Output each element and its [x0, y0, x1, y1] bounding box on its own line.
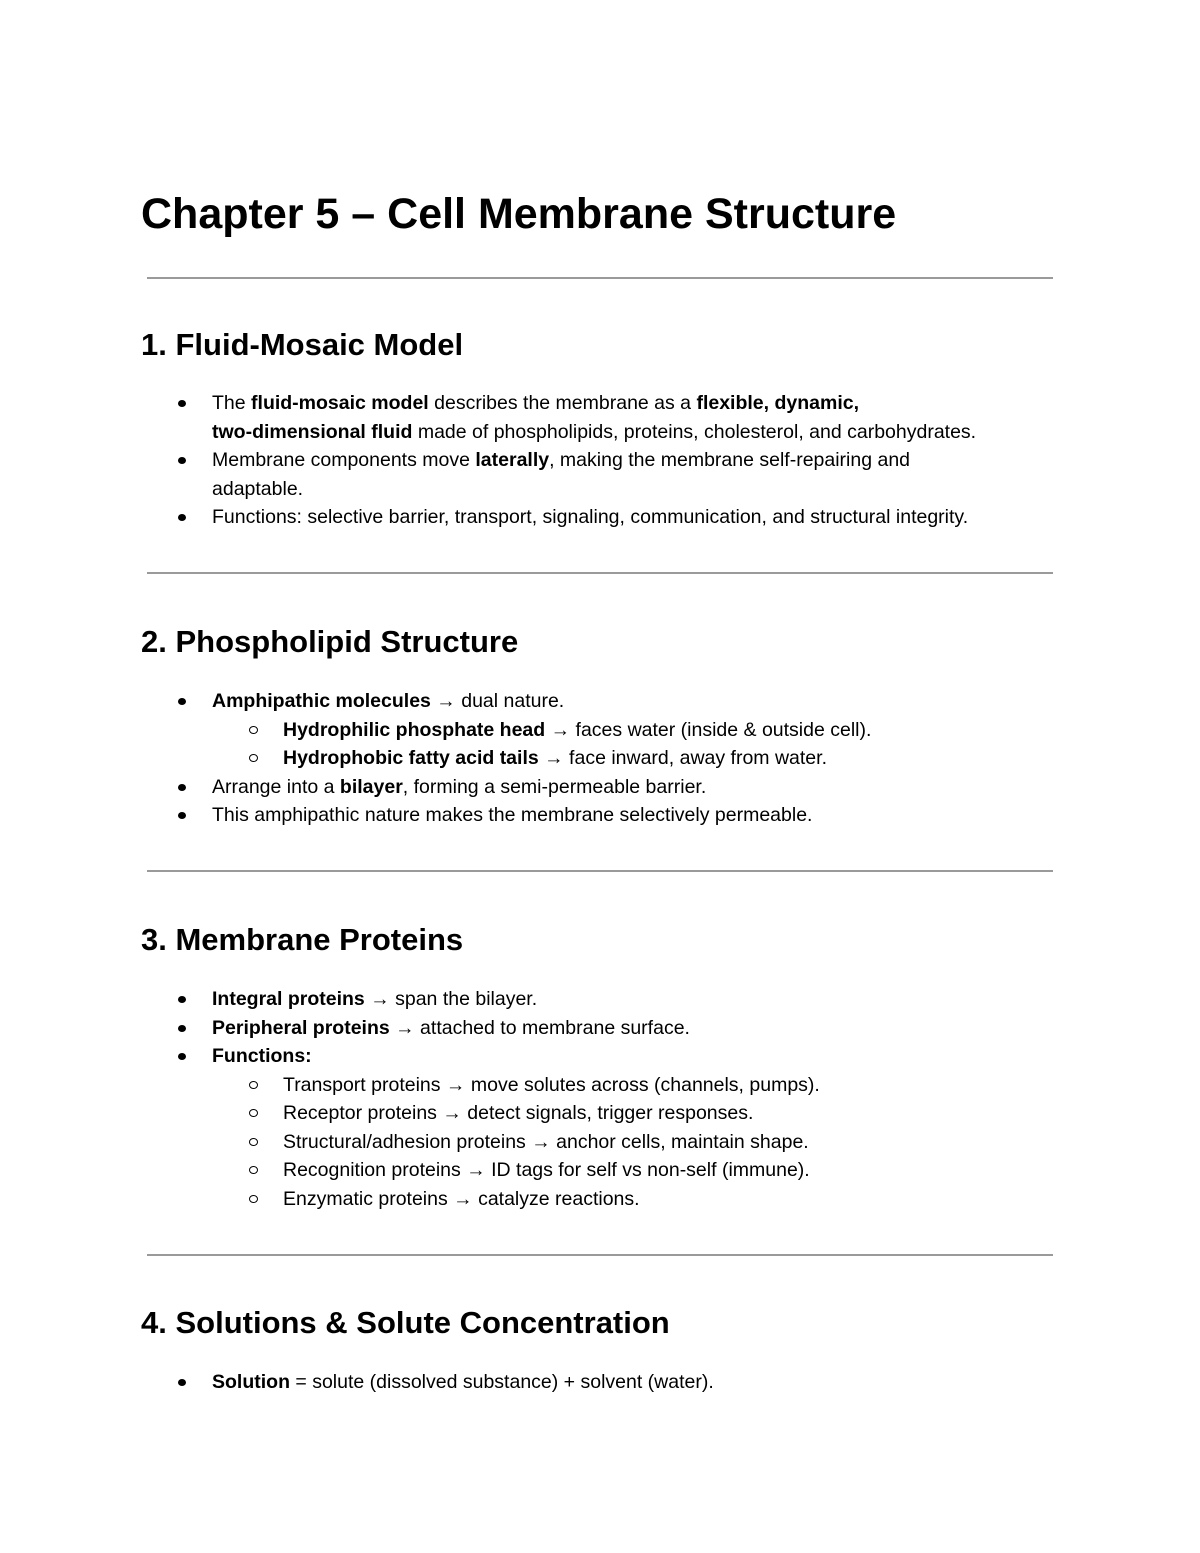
section-heading-phospholipid-structure: 2. Phospholipid Structure	[141, 624, 519, 659]
section-heading-solutions-solute-concentration: 4. Solutions & Solute Concentration	[141, 1305, 670, 1340]
bullet-icon	[178, 1053, 186, 1060]
item-line: adaptable.	[212, 477, 304, 500]
list-item: Functions:	[0, 1042, 1072, 1071]
horizontal-rule	[147, 277, 1053, 279]
list-item: Arrange into a bilayer, forming a semi-permeable barrier.	[0, 773, 1072, 802]
list-item: Peripheral proteins → attached to membrane surface.	[0, 1014, 1072, 1043]
hollow-bullet-icon	[249, 726, 258, 734]
sub-list-item: Hydrophilic phosphate head → faces water (inside & outside cell).	[0, 716, 1083, 745]
list-item: Amphipathic molecules → dual nature.	[0, 687, 1072, 716]
section-heading-fluid-mosaic-model: 1. Fluid-Mosaic Model	[141, 327, 464, 362]
hollow-bullet-icon	[249, 1195, 258, 1203]
horizontal-rule	[147, 1254, 1053, 1256]
hollow-bullet-icon	[249, 1138, 258, 1146]
bullet-icon	[178, 784, 186, 791]
bullet-icon	[178, 698, 186, 705]
bullet-icon	[178, 812, 186, 819]
item-line: two-dimensional fluid made of phospholipids, proteins, cholesterol, and carbohydrates.	[212, 420, 977, 443]
item-line: Membrane components move laterally, making the membrane self-repairing and	[212, 449, 911, 471]
section-heading-membrane-proteins: 3. Membrane Proteins	[141, 922, 464, 957]
horizontal-rule	[147, 572, 1053, 574]
list-item	[0, 503, 1072, 532]
sub-list-item: Hydrophobic fatty acid tails → face inward, away from water.	[0, 744, 1083, 773]
chapter-title: Chapter 5 – Cell Membrane Structure	[141, 190, 897, 238]
hollow-bullet-icon	[249, 1081, 258, 1089]
section-4-list	[0, 1368, 1072, 1397]
bullet-icon	[178, 400, 186, 407]
list-item: This amphipathic nature makes the membrane selectively permeable.	[0, 801, 1072, 830]
sub-list-item: Enzymatic proteins → catalyze reactions.	[0, 1185, 1083, 1214]
section-3-list	[0, 985, 1083, 1213]
bullet-icon	[178, 996, 186, 1003]
bullet-icon	[178, 457, 186, 464]
list-item	[0, 389, 1072, 446]
bullet-icon	[178, 1379, 186, 1386]
horizontal-rule	[147, 870, 1053, 872]
sub-list-item: Structural/adhesion proteins → anchor cells, maintain shape.	[0, 1128, 1083, 1157]
section-1-list	[0, 389, 1072, 532]
list-item: Solution = solute (dissolved substance) + solvent (water).	[0, 1368, 1072, 1397]
sub-list-item: Transport proteins → move solutes across (channels, pumps).	[0, 1071, 1083, 1100]
list-item: Integral proteins → span the bilayer.	[0, 985, 1072, 1014]
hollow-bullet-icon	[249, 1109, 258, 1117]
hollow-bullet-icon	[249, 754, 258, 762]
bullet-icon	[178, 514, 186, 521]
section-2-list	[0, 687, 1083, 830]
sub-list-item: Receptor proteins → detect signals, trigger responses.	[0, 1099, 1083, 1128]
list-item	[0, 446, 1072, 503]
sub-list-item: Recognition proteins → ID tags for self vs non-self (immune).	[0, 1156, 1083, 1185]
hollow-bullet-icon	[249, 1166, 258, 1174]
item-line: The fluid-mosaic model describes the membrane as a flexible, dynamic,	[212, 392, 860, 414]
bullet-icon	[178, 1025, 186, 1032]
item-line: Functions: selective barrier, transport, signaling, communication, and structural integrity.	[212, 506, 969, 528]
